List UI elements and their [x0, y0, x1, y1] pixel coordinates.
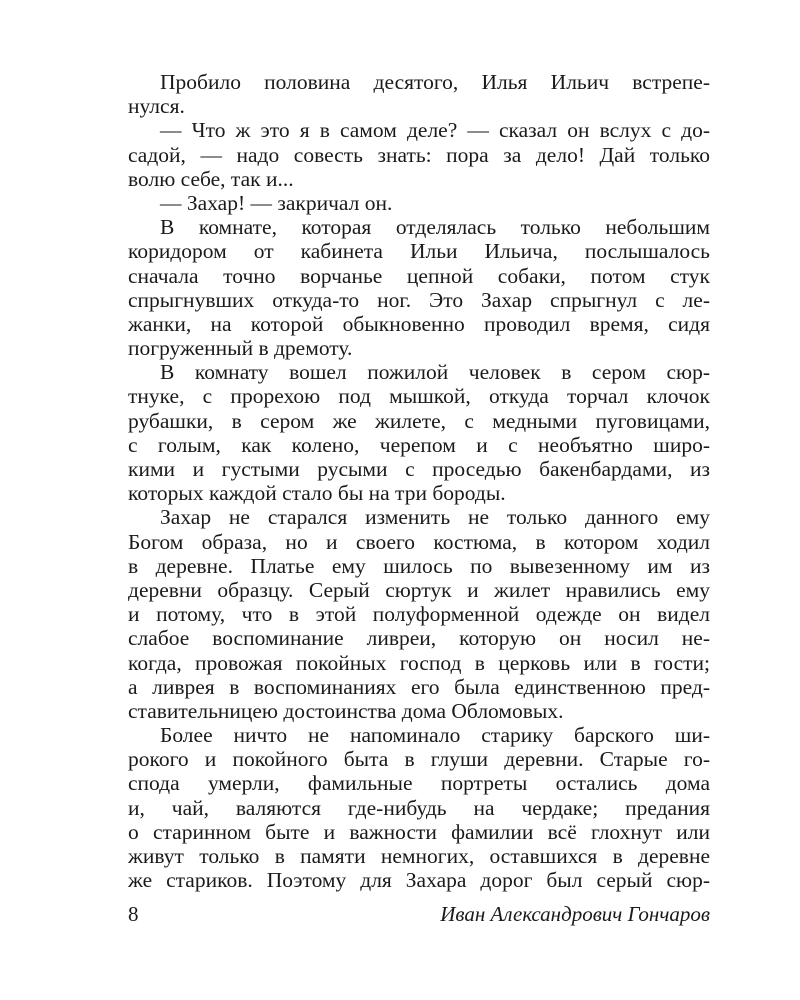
page-footer [128, 902, 710, 932]
text-line: и, чай, валяются где-нибудь на чердаке; предания [128, 795, 710, 820]
text-line: коридором от кабинета Ильи Ильича, послышалось [128, 239, 710, 264]
text-line: погруженный в дремоту. [128, 336, 353, 361]
page-body-text [128, 70, 710, 960]
text-line: спрыгнувших откуда-то ног. Это Захар спрыгнул с ле- [128, 287, 710, 312]
text-line: о старинном быте и важности фамилии всё глохнут или [128, 819, 710, 844]
text-line: с голым, как колено, черепом и с необъятно широ- [128, 432, 710, 457]
text-line: В комнате, которая отделялась только небольшим [160, 215, 710, 240]
text-line: Богом образа, но и своего костюма, в котором ходил [128, 529, 710, 554]
text-line: рубашки, в сером же жилете, с медными пуговицами, [128, 408, 710, 433]
text-line: а ливрея в воспоминаниях его была единственною пред- [128, 674, 710, 699]
text-line: Захар не старался изменить не только данного ему [160, 505, 710, 530]
text-line: в деревне. Платье ему шилось по вывезенному им из [128, 553, 710, 578]
text-line: В комнату вошел пожилой человек в сером сюр- [160, 360, 710, 385]
text-line: нулся. [128, 94, 185, 119]
text-line: рокого и покойного быта в глуши деревни. Старые го- [128, 747, 710, 772]
text-line: садой, — надо совесть знать: пора за дело! Дай только [128, 142, 710, 167]
text-line: слабое воспоминание ливреи, которую он носил не- [128, 626, 710, 651]
text-line: сначала точно ворчанье цепной собаки, потом стук [128, 263, 710, 288]
text-line: деревни образцу. Серый сюртук и жилет нравились ему [128, 577, 710, 602]
text-line: ставительницею достоинства дома Обломовых. [128, 698, 564, 723]
text-line: которых каждой стало бы на три бороды. [128, 481, 506, 506]
text-line: жанки, на которой обыкновенно проводил время, сидя [128, 311, 710, 336]
text-line: — Что ж это я в самом деле? — сказал он вслух с до- [160, 118, 710, 143]
page-number: 8 [128, 902, 139, 926]
text-line: — Захар! — закричал он. [160, 190, 393, 215]
running-title: Иван Александрович Гончаров [440, 902, 710, 926]
text-line: волю себе, так и... [128, 166, 294, 191]
text-line: тнуке, с прорехою под мышкой, откуда торчал клочок [128, 384, 710, 409]
text-line: кими и густыми русыми с проседью бакенбардами, из [128, 457, 710, 481]
text-line: живут только в памяти немногих, оставшихся в деревне [128, 844, 710, 868]
text-line: спода умерли, фамильные портреты остались дома [128, 771, 710, 796]
text-line: и потому, что в этой полуформенной одежде он видел [128, 602, 710, 627]
text-line: Более ничто не напоминало старику барского ши- [160, 723, 710, 748]
text-line: же стариков. Поэтому для Захара дорог был серый сюр- [128, 868, 710, 893]
text-line: когда, провожая покойных господ в церковь или в гости; [128, 650, 710, 675]
text-line: Пробило половина десятого, Илья Ильич встрепе- [160, 70, 710, 94]
